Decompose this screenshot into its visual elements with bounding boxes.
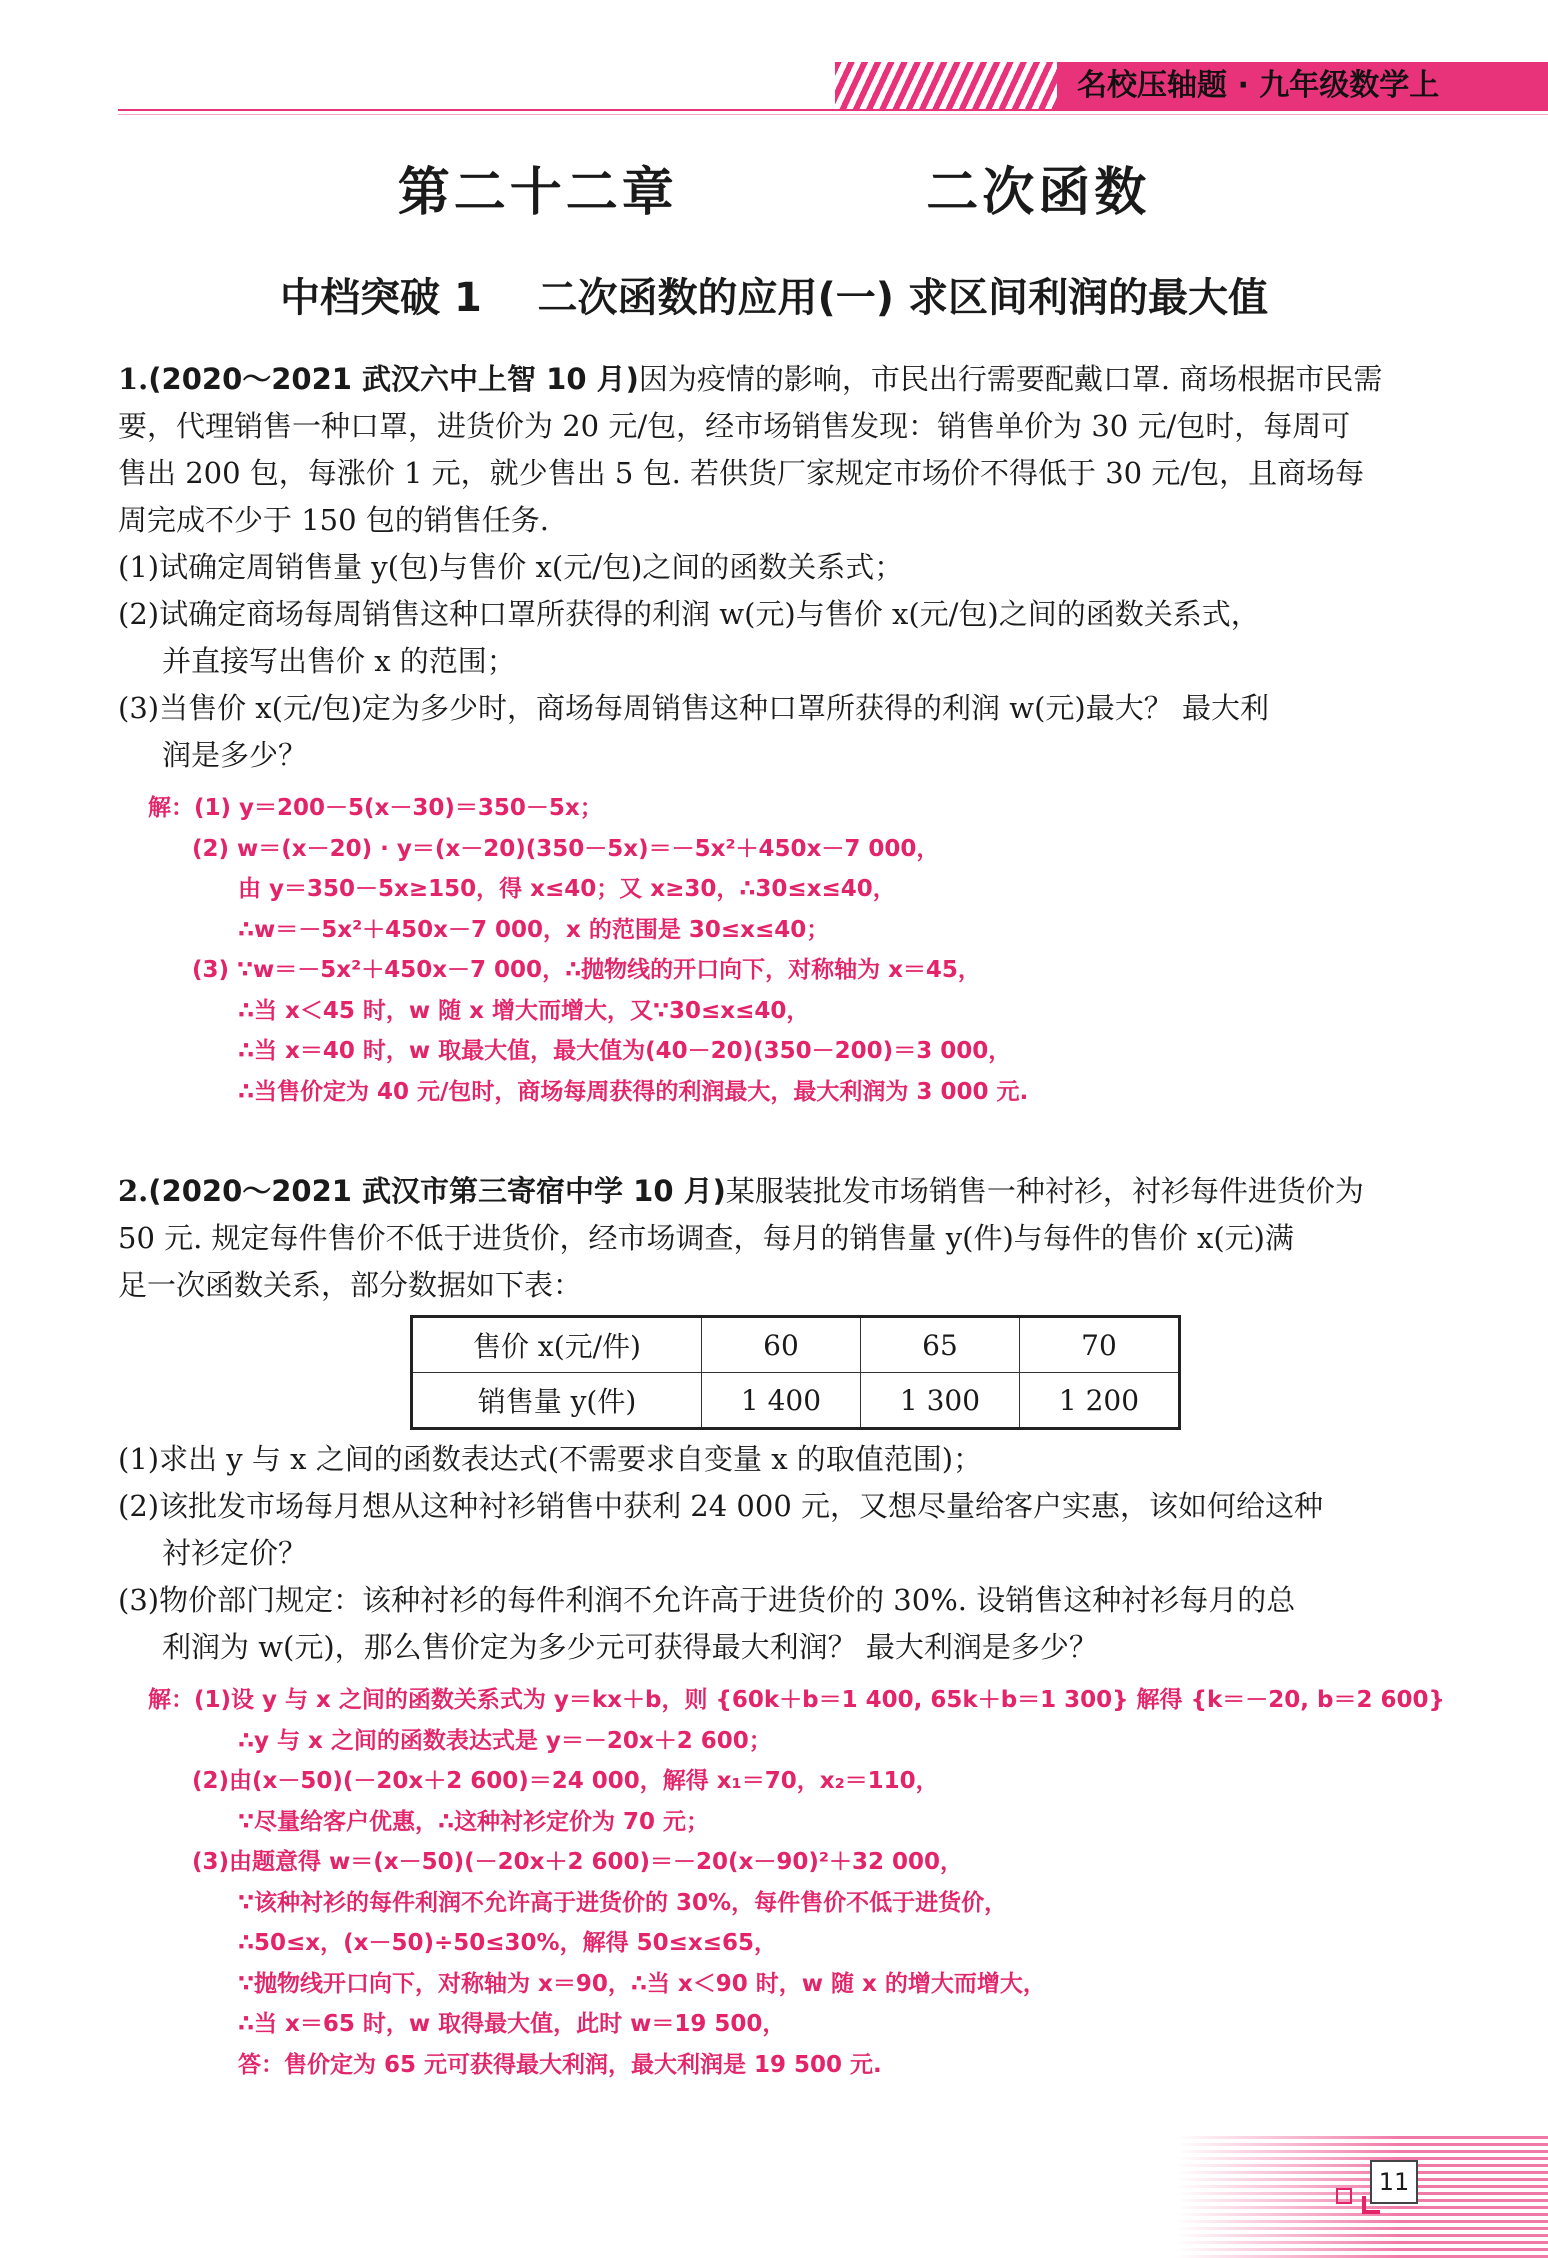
table-cell: 1 300 (861, 1373, 1020, 1429)
problem-2-stem-line-1 (118, 1168, 1448, 1215)
price-sales-table (410, 1315, 1181, 1430)
solution-line: 解：(1)设 y 与 x 之间的函数关系式为 y＝kx＋b，则 {60k＋b＝1 400, 65k＋b＝1 300} 解得 {k＝－20, b＝2 600} (148, 1687, 1445, 1713)
solution-line: ∴50≤x，(x－50)÷50≤30%，解得 50≤x≤65， (238, 1930, 777, 1956)
problem-text: 因为疫情的影响，市民出行需要配戴口罩. 商场根据市民需 (638, 362, 1383, 396)
table-row (412, 1373, 1180, 1429)
solution-line: 由 y＝350－5x≥150，得 x≤40；又 x≥30，∴30≤x≤40， (238, 876, 896, 902)
solution-line: (2) w＝(x－20) · y＝(x－20)(350－5x)＝－5x²＋450x－7 000， (192, 835, 940, 862)
problem-source: (2020～2021 武汉六中上智 10 月) (148, 362, 639, 396)
problem-number: 1. (118, 362, 149, 396)
problem-1-stem-line-4: 周完成不少于 150 包的销售任务. (118, 503, 550, 537)
solution-line: (2)由(x－50)(－20x＋2 600)＝24 000，解得 x₁＝70，x₂＝110， (192, 1768, 939, 1794)
problem-number: 2. (118, 1174, 149, 1208)
table-row (412, 1317, 1180, 1373)
header-decoration-stripes (835, 62, 1057, 110)
problem-2-stem-line-3: 足一次函数关系，部分数据如下表： (118, 1268, 583, 1302)
problem-2-question-1: (1)求出 y 与 x 之间的函数表达式(不需要求自变量 x 的取值范围)； (118, 1442, 983, 1476)
problem-2-questions (118, 1436, 1448, 1671)
page-number: 11 (1370, 2160, 1418, 2204)
solution-line: 解：(1) y＝200－5(x－30)＝350－5x； (148, 795, 603, 821)
problem-2-question-2-cont: 衬衫定价？ (162, 1536, 308, 1570)
solution-line: ∴当 x＝65 时，w 取得最大值，此时 w＝19 500， (238, 2011, 786, 2037)
problem-text: 某服装批发市场销售一种衬衫，衬衫每件进货价为 (725, 1174, 1364, 1208)
solution-line: ∴当 x＝40 时，w 取最大值，最大值为(40－20)(350－200)＝3 000， (238, 1038, 1012, 1064)
problem-1-stem-line-1 (118, 356, 1448, 403)
problem-1-question-3-cont: 润是多少？ (162, 738, 308, 772)
solution-line: (3)由题意得 w＝(x－50)(－20x＋2 600)＝－20(x－90)²＋32 000， (192, 1849, 964, 1875)
section-title: 中档突破 1 二次函数的应用(一) 求区间利润的最大值 (280, 275, 1268, 321)
square-icon (1336, 2188, 1352, 2204)
problem-2-solution (148, 1680, 1448, 2085)
table-cell: 1 200 (1020, 1373, 1180, 1429)
table-header-cell: 售价 x(元/件) (412, 1317, 702, 1373)
table-header-cell: 销售量 y(件) (412, 1373, 702, 1429)
table-cell: 60 (702, 1317, 861, 1373)
solution-line: ∴w＝－5x²＋450x－7 000，x 的范围是 30≤x≤40； (238, 916, 830, 943)
table-cell: 1 400 (702, 1373, 861, 1429)
problem-1-question-2: (2)试确定商场每周销售这种口罩所获得的利润 w(元)与售价 x(元/包)之间的函数关系式， (118, 597, 1260, 631)
header-rule (118, 109, 1548, 111)
problem-1-stem-line-3: 售出 200 包，每涨价 1 元，就少售出 5 包. 若供货厂家规定市场价不得低于 30 元/包，且商场每 (118, 456, 1365, 490)
table-cell: 70 (1020, 1317, 1180, 1373)
solution-line: ∴y 与 x 之间的函数表达式是 y＝－20x＋2 600； (238, 1727, 772, 1754)
solution-line: ∴当 x＜45 时，w 随 x 增大而增大，又∵30≤x≤40， (238, 997, 810, 1024)
solution-line: ∵该种衬衫的每件利润不允许高于进货价的 30%，每件售价不低于进货价， (238, 1889, 1008, 1916)
header-rule-thin (118, 114, 1548, 115)
problem-1-question-1: (1)试确定周销售量 y(包)与售价 x(元/包)之间的函数关系式； (118, 550, 904, 584)
book-title-header: 名校压轴题 · 九年级数学上 (1057, 62, 1548, 110)
problem-2-question-3: (3)物价部门规定：该种衬衫的每件利润不允许高于进货价的 30%. 设销售这种衬衫每月的总 (118, 1583, 1296, 1617)
chapter-title: 第二十二章 二次函数 (397, 163, 1151, 223)
problem-1-question-3: (3)当售价 x(元/包)定为多少时，商场每周销售这种口罩所获得的利润 w(元)最大？ 最大利 (118, 691, 1269, 725)
problem-source: (2020～2021 武汉市第三寄宿中学 10 月) (148, 1174, 726, 1208)
solution-line: ∵抛物线开口向下，对称轴为 x＝90，∴当 x＜90 时，w 随 x 的增大而增大， (238, 1970, 1046, 1997)
problem-1-solution (148, 788, 1448, 1112)
problem-2-stem-line-2: 50 元. 规定每件售价不低于进货价，经市场调查，每月的销售量 y(件)与每件的售价 x(元)满 (118, 1221, 1294, 1255)
problem-1-question-2-cont: 并直接写出售价 x 的范围； (162, 644, 516, 678)
table-cell: 65 (861, 1317, 1020, 1373)
problem-1 (118, 356, 1448, 779)
solution-line: ∵尽量给客户优惠，∴这种衬衫定价为 70 元； (238, 1808, 710, 1835)
solution-line: 答：售价定为 65 元可获得最大利润，最大利润是 19 500 元. (238, 2051, 882, 2078)
solution-line: ∴当售价定为 40 元/包时，商场每周获得的利润最大，最大利润为 3 000 元. (238, 1078, 1029, 1105)
problem-2 (118, 1168, 1448, 1309)
problem-2-question-3-cont: 利润为 w(元)，那么售价定为多少元可获得最大利润？ 最大利润是多少？ (162, 1630, 1098, 1664)
problem-1-stem-line-2: 要，代理销售一种口罩，进货价为 20 元/包，经市场销售发现：销售单价为 30 元/包时，每周可 (118, 409, 1351, 443)
solution-line: (3) ∵w＝－5x²＋450x－7 000，∴抛物线的开口向下，对称轴为 x＝45， (192, 957, 981, 983)
problem-2-question-2: (2)该批发市场每月想从这种衬衫销售中获利 24 000 元，又想尽量给客户实惠，该如何给这种 (118, 1489, 1323, 1523)
